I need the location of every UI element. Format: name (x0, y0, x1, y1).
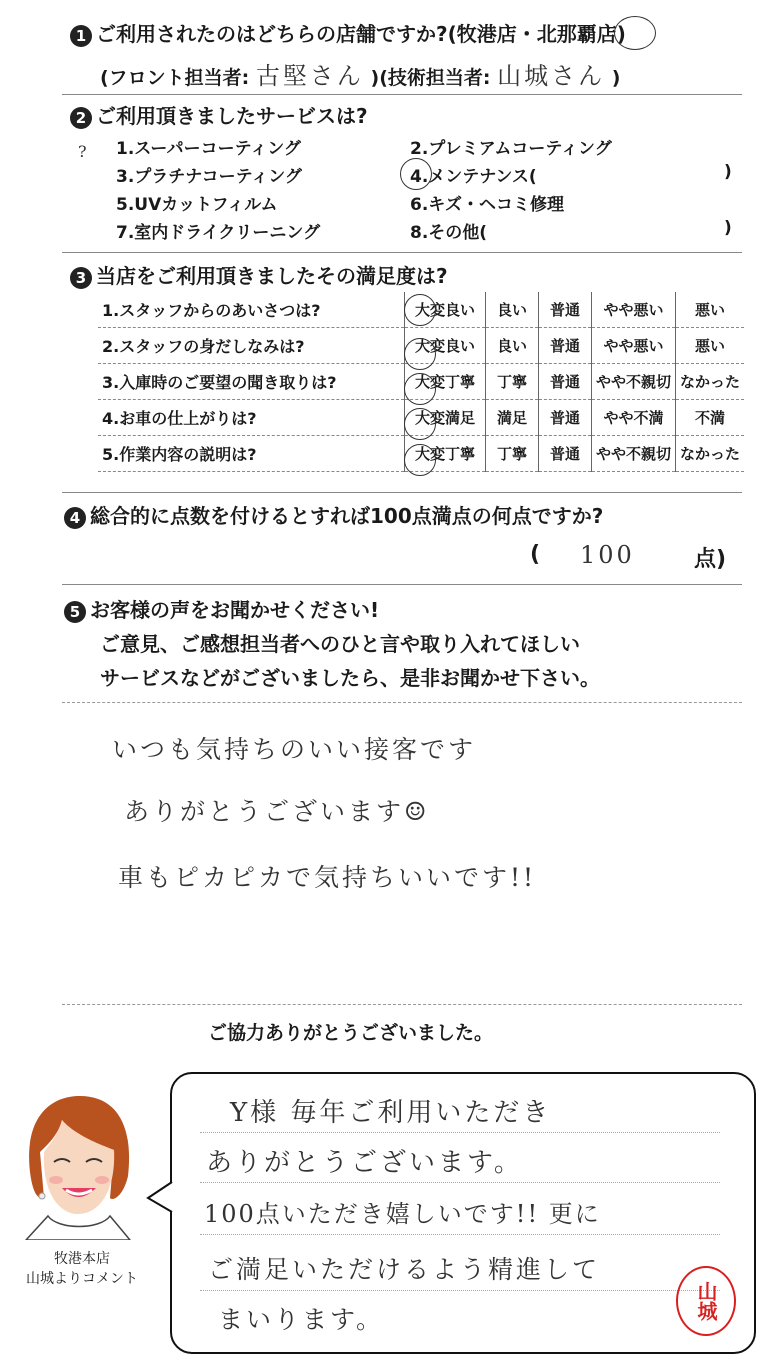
rating-cell: 大変丁寧 (405, 364, 486, 400)
q5-line1: お客様の声をお聞かせください! (90, 598, 380, 622)
rating-cell: 良い (486, 292, 539, 328)
rating-cell: やや不親切 (592, 364, 676, 400)
q4-paren-open: ( (530, 542, 541, 567)
rating-cell: やや不親切 (592, 436, 676, 472)
divider (62, 1004, 742, 1005)
q3-number: 3 (70, 267, 92, 289)
rating-cell: 不満 (676, 400, 745, 436)
answer-circle (404, 338, 436, 370)
rating-cell: 悪い (676, 292, 745, 328)
q2-text: ご利用頂きましたサービスは? (96, 104, 368, 128)
customer-comment-line: ありがとうございます☺ (124, 797, 430, 826)
row-label: 5.作業内容の説明は? (98, 436, 405, 472)
answer-circle (404, 294, 436, 326)
service-option: 5.UVカットフィルム (116, 195, 278, 215)
row-label: 4.お車の仕上がりは? (98, 400, 405, 436)
thanks-text: ご協力ありがとうございました。 (208, 1022, 494, 1044)
bubble-tail (146, 1180, 174, 1214)
q3-question (70, 260, 448, 289)
staff-reply-line: ご満足いただけるよう精進して (208, 1255, 601, 1284)
q5-number: 5 (64, 601, 86, 623)
service-option: 3.プラチナコーティング (116, 167, 302, 187)
rating-cell: 普通 (539, 400, 592, 436)
service-option: 8.その他( (410, 223, 488, 243)
service-option: 2.プレミアムコーティング (410, 139, 612, 159)
rating-cell: やや不満 (592, 400, 676, 436)
ruled-line (200, 1182, 720, 1183)
rating-cell: 大変良い (405, 328, 486, 364)
ruled-line (200, 1290, 720, 1291)
rating-cell: 悪い (676, 328, 745, 364)
tech-staff-name: 山城さん (497, 62, 606, 90)
ruled-line (200, 1132, 720, 1133)
answer-circle (404, 373, 436, 405)
divider (62, 492, 742, 493)
service-option-maintenance: 4.メンテナンス( (410, 167, 537, 187)
divider (62, 584, 742, 585)
rating-cell: 大変良い (405, 292, 486, 328)
divider (62, 252, 742, 253)
q1-question (70, 18, 626, 47)
rating-cell: 普通 (539, 292, 592, 328)
q4-number: 4 (64, 507, 86, 529)
customer-comment-line: 車もピカピカで気持ちいいです!! (118, 863, 537, 892)
rating-cell: 丁寧 (486, 436, 539, 472)
q1-staff-line (100, 56, 620, 91)
q2-number: 2 (70, 107, 92, 129)
q4-question (64, 500, 603, 529)
row-label: 1.スタッフからのあいさつは? (98, 292, 405, 328)
q4-text: 総合的に点数を付けるとすれば100点満点の何点ですか? (90, 504, 604, 528)
tech-staff-label: )(技術担当者: (370, 67, 491, 89)
rating-cell: やや悪い (592, 292, 676, 328)
service-option: 7.室内ドライクリーニング (116, 223, 321, 243)
answer-circle (404, 444, 436, 476)
comment-label: 山城よりコメント (26, 1271, 138, 1287)
row-label: 3.入庫時のご要望の聞き取りは? (98, 364, 405, 400)
staff-reply-line: 100点いただき嬉しいです!! 更に (204, 1200, 601, 1228)
maintenance-circle (400, 158, 432, 190)
seal-stamp: 山城 (676, 1266, 736, 1336)
rating-cell: 丁寧 (486, 364, 539, 400)
q2-question (70, 100, 368, 129)
score-unit: 点) (694, 547, 727, 572)
rating-cell: 満足 (486, 400, 539, 436)
staff-avatar (18, 1090, 138, 1240)
rating-cell: 普通 (539, 328, 592, 364)
rating-cell: 大変丁寧 (405, 436, 486, 472)
score-value: 100 (580, 541, 635, 569)
rating-cell: やや悪い (592, 328, 676, 364)
q1-text: ご利用されたのはどちらの店舗ですか?(牧港店・北那覇店) (96, 22, 626, 46)
q5-question (64, 594, 379, 623)
rating-cell: なかった (676, 364, 745, 400)
divider (62, 702, 742, 703)
paren-close: ) (724, 218, 732, 238)
north-naha-circle (614, 16, 656, 50)
rating-cell: 大変満足 (405, 400, 486, 436)
q1-number: 1 (70, 25, 92, 47)
store-name: 牧港本店 (54, 1251, 110, 1267)
rating-cell: 普通 (539, 436, 592, 472)
rating-cell: 良い (486, 328, 539, 364)
rating-cell: なかった (676, 436, 745, 472)
customer-comment-line: いつも気持ちのいい接客です (112, 735, 477, 764)
q3-text: 当店をご利用頂きましたその満足度は? (96, 264, 448, 288)
paren-close: ) (724, 162, 732, 182)
rating-cell: 普通 (539, 364, 592, 400)
q5-line3: サービスなどがございましたら、是非お聞かせ下さい。 (100, 666, 600, 690)
staff-reply-line: まいります。 (218, 1305, 385, 1334)
ruled-line (200, 1234, 720, 1235)
q1-close: ) (611, 67, 621, 89)
q5-line2: ご意見、ご感想担当者へのひと言や取り入れてほしい (100, 632, 580, 656)
service-option: 6.キズ・ヘコミ修理 (410, 195, 564, 215)
staff-reply-line: ありがとうございます。 (206, 1148, 523, 1178)
front-staff-name: 古堅さん (255, 62, 364, 90)
answer-circle (404, 408, 436, 440)
service-option: 1.スーパーコーティング (116, 139, 301, 159)
front-staff-label: (フロント担当者: (100, 67, 250, 89)
row-label: 2.スタッフの身だしなみは? (98, 328, 405, 364)
q2-side-mark: ? (78, 142, 90, 161)
staff-reply-line: Y様 毎年ご利用いただき (230, 1098, 552, 1128)
divider (62, 94, 742, 95)
